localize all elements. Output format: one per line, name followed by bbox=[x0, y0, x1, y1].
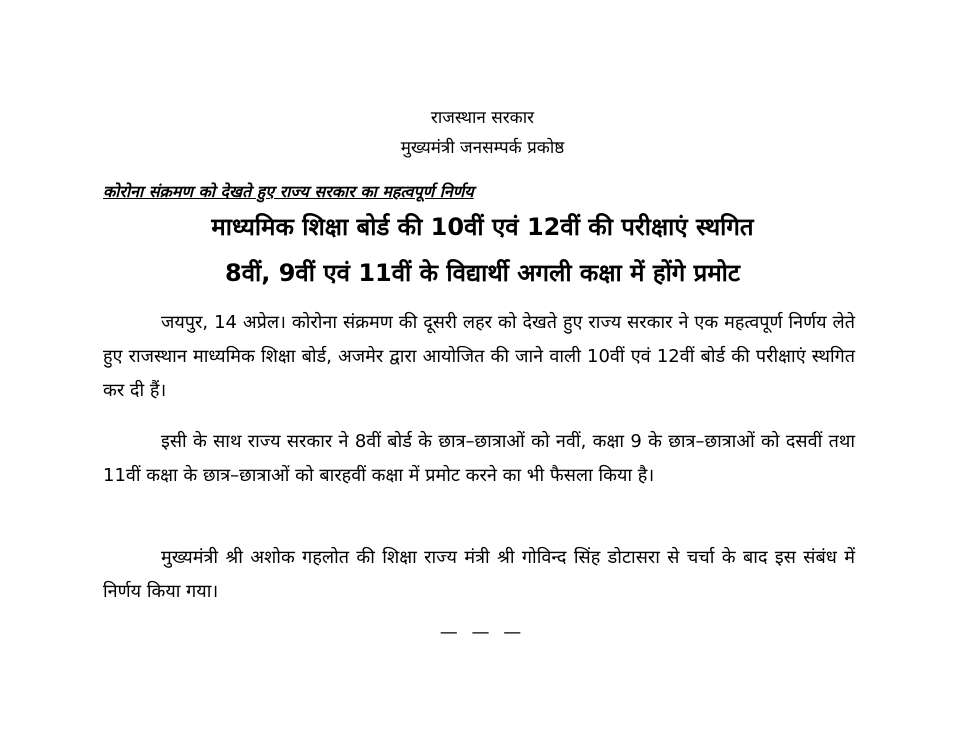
end-mark: — — — bbox=[439, 622, 526, 643]
organization-name: राजस्थान सरकार bbox=[430, 108, 535, 128]
department-name: मुख्यमंत्री जनसम्पर्क प्रकोष्ठ bbox=[400, 138, 565, 158]
body-paragraph: मुख्यमंत्री श्री अशोक गहलोत की शिक्षा राज्य मंत्री श्री गोविन्द सिंह डोटासरा से चर्चा के बाद इस संबंध में निर्णय किया गया। bbox=[103, 547, 855, 602]
body-paragraph: जयपुर, 14 अप्रेल। कोरोना संक्रमण की दूसरी लहर को देखते हुए राज्य सरकार ने एक महत्वपूर्ण निर्णय लेते हुए राजस्थान माध्यमिक शिक्षा बोर्ड, अजमेर द्वारा आयोजित की जाने वाली 10वीं एवं 12वीं बोर्ड की परीक्षाएं स्थगित कर दी हैं। bbox=[103, 312, 855, 401]
headline-primary: माध्यमिक शिक्षा बोर्ड की 10वीं एवं 12वीं की परीक्षाएं स्थगित bbox=[211, 213, 754, 241]
body-paragraph: इसी के साथ राज्य सरकार ने 8वीं बोर्ड के छात्र–छात्राओं को नवीं, कक्षा 9 के छात्र–छात्राओं को दसवीं तथा 11वीं कक्षा के छात्र–छात्राओं को बारहवीं कक्षा में प्रमोट करने का भी फैसला किया है। bbox=[103, 431, 855, 486]
headline-secondary: 8वीं, 9वीं एवं 11वीं के विद्यार्थी अगली कक्षा में होंगे प्रमोट bbox=[225, 259, 740, 287]
kicker-heading: कोरोना संक्रमण को देखते हुए राज्य सरकार का महत्वपूर्ण निर्णय bbox=[103, 182, 474, 201]
